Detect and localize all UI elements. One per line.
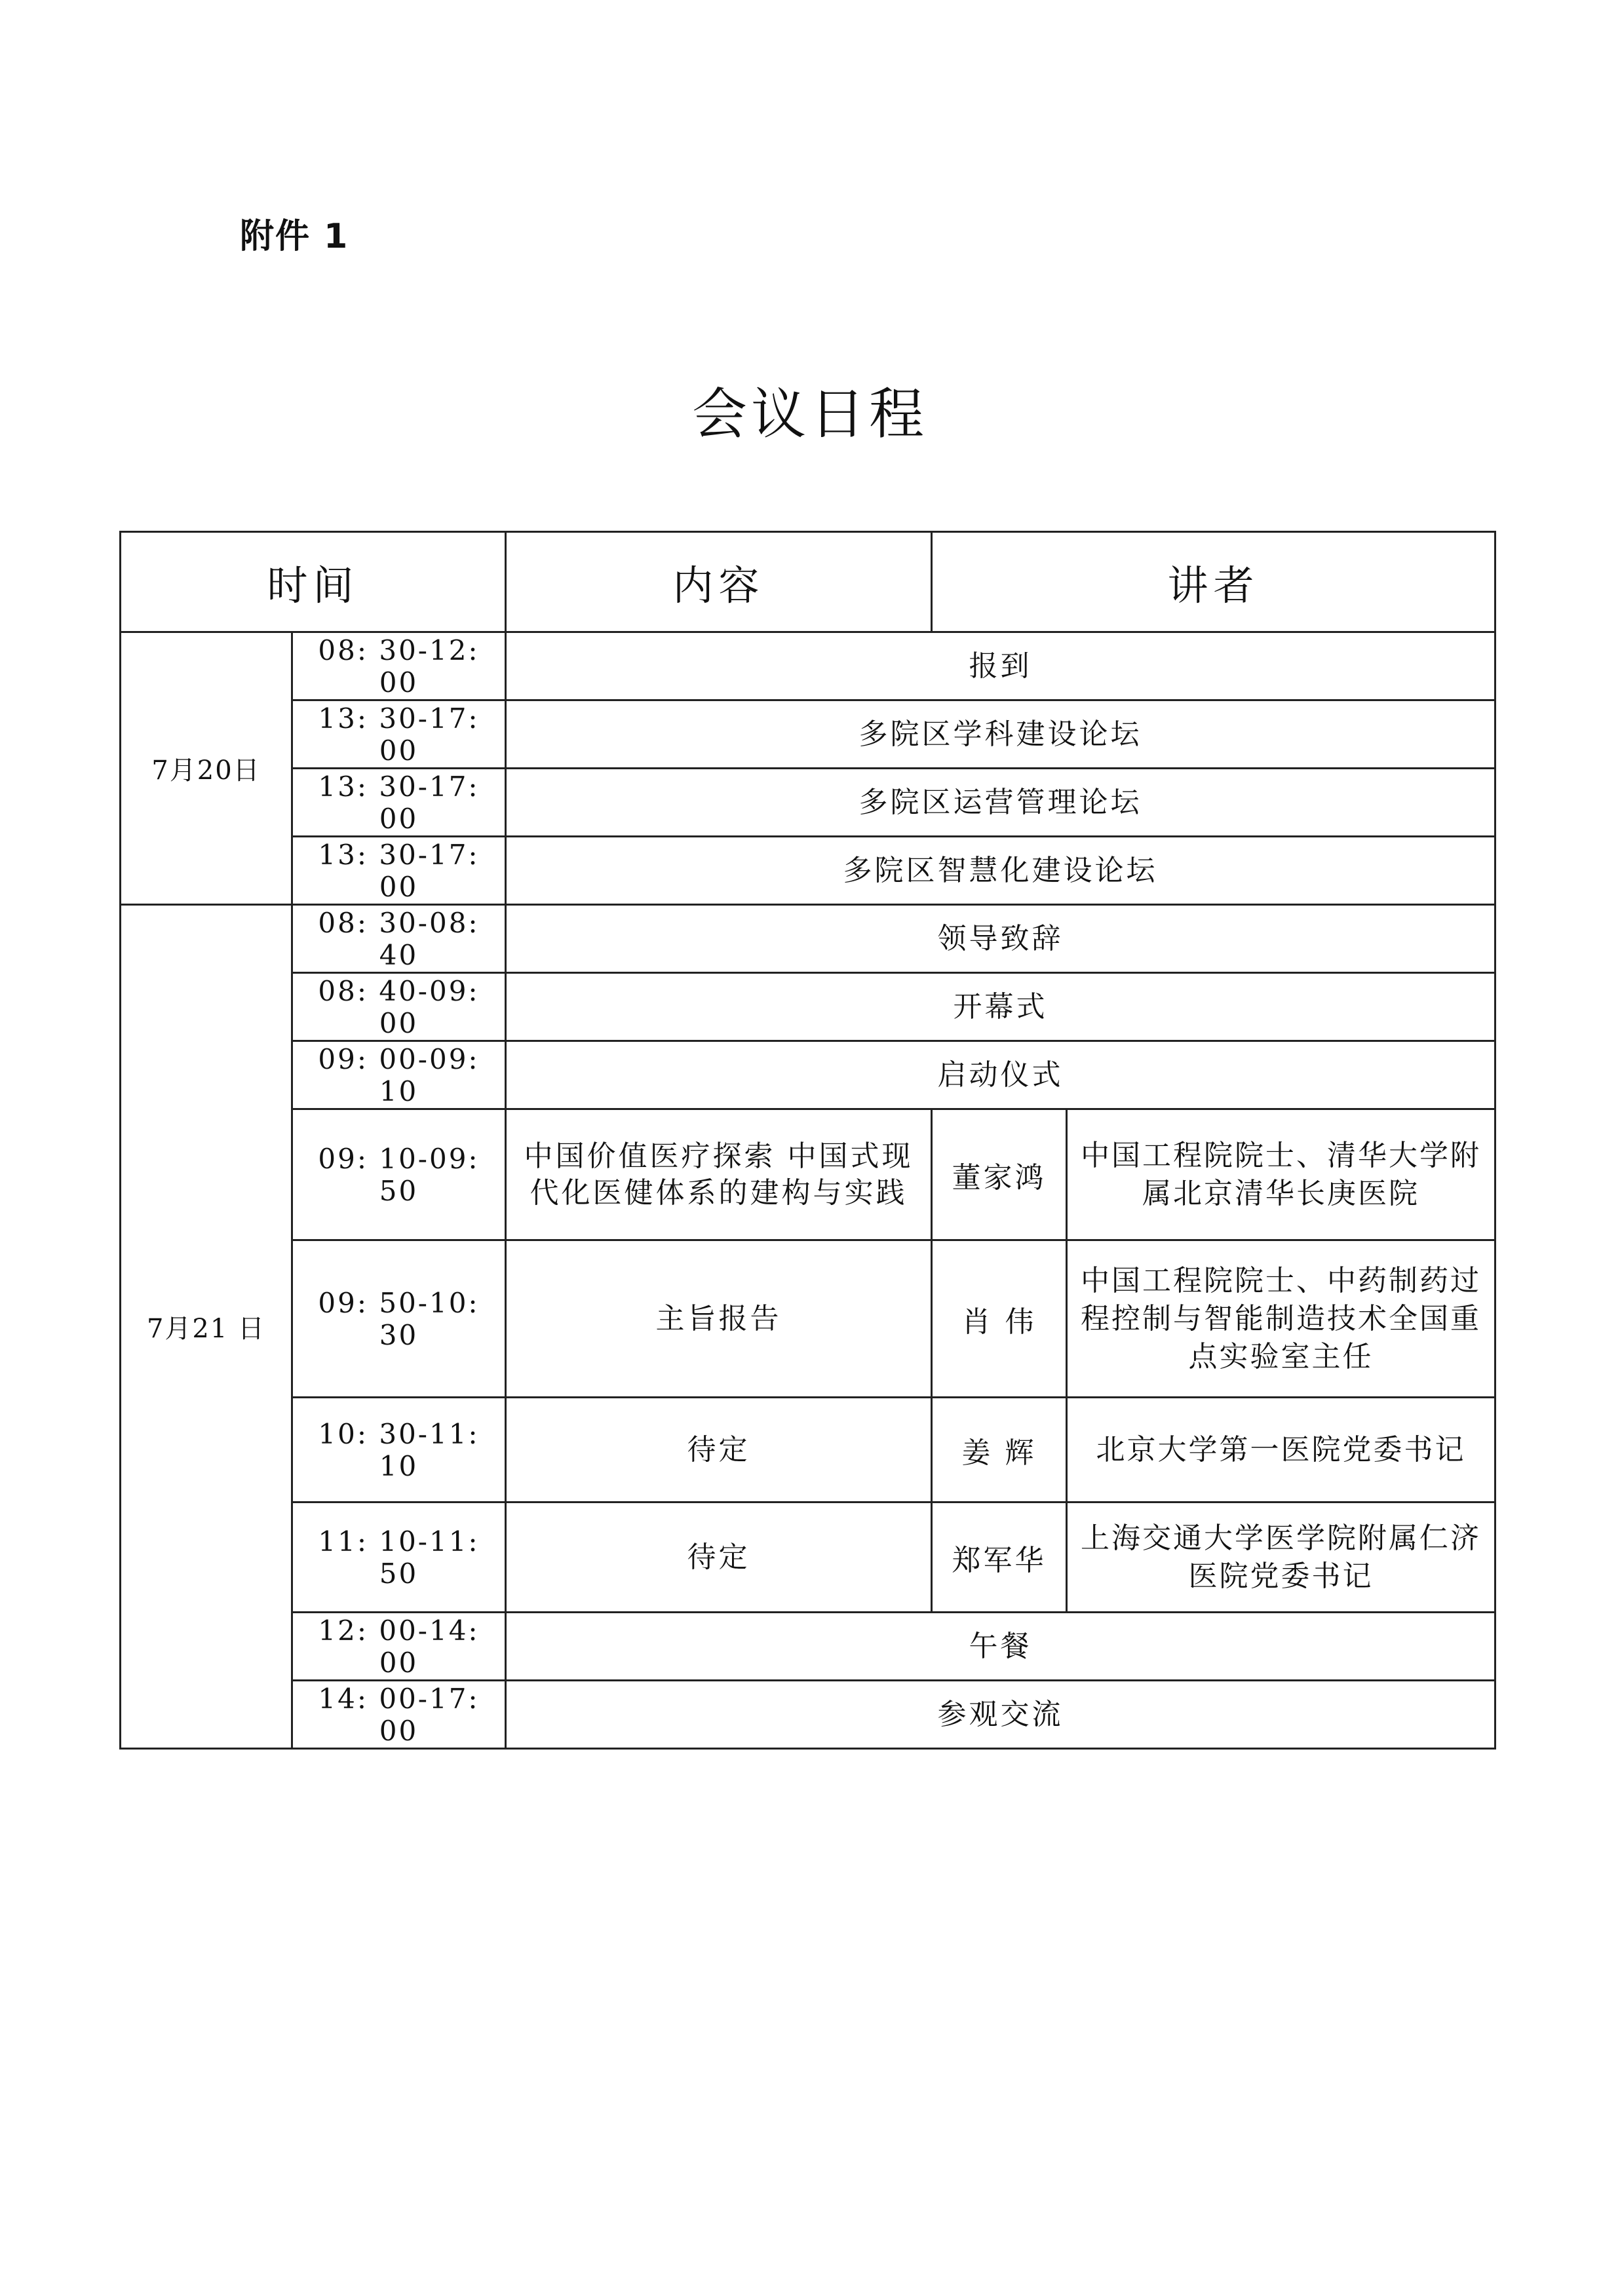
content-cell: 开幕式 <box>506 973 1495 1041</box>
table-row <box>121 769 1495 837</box>
affiliation-cell: 中国工程院院士、中药制药过程控制与智能制造技术全国重点实验室主任 <box>1067 1240 1495 1398</box>
content-cell: 报到 <box>506 632 1495 700</box>
header-speaker: 讲者 <box>932 532 1495 632</box>
table-row <box>121 1240 1495 1398</box>
header-time: 时间 <box>121 532 506 632</box>
speaker-cell: 郑军华 <box>932 1502 1067 1613</box>
table-row <box>121 973 1495 1041</box>
speaker-cell: 肖 伟 <box>932 1240 1067 1398</box>
content-cell: 启动仪式 <box>506 1041 1495 1109</box>
affiliation-cell: 中国工程院院士、清华大学附属北京清华长庚医院 <box>1067 1109 1495 1240</box>
schedule-table <box>119 531 1496 1750</box>
content-cell: 多院区运营管理论坛 <box>506 769 1495 837</box>
content-cell: 领导致辞 <box>506 905 1495 973</box>
time-cell: 08: 30-12: 00 <box>292 632 506 700</box>
time-cell: 08: 40-09: 00 <box>292 973 506 1041</box>
table-row <box>121 1681 1495 1749</box>
table-row <box>121 1502 1495 1613</box>
table-row <box>121 1398 1495 1502</box>
time-cell: 12: 00-14: 00 <box>292 1613 506 1681</box>
speaker-cell: 姜 辉 <box>932 1398 1067 1502</box>
time-cell: 11: 10-11: 50 <box>292 1502 506 1613</box>
page-title: 会议日程 <box>691 382 928 446</box>
affiliation-cell: 北京大学第一医院党委书记 <box>1067 1398 1495 1502</box>
header-content: 内容 <box>506 532 932 632</box>
affiliation-cell: 上海交通大学医学院附属仁济医院党委书记 <box>1067 1502 1495 1613</box>
time-cell: 14: 00-17: 00 <box>292 1681 506 1749</box>
time-cell: 13: 30-17: 00 <box>292 700 506 769</box>
table-row <box>121 1109 1495 1240</box>
content-cell: 多院区学科建设论坛 <box>506 700 1495 769</box>
table-row <box>121 837 1495 905</box>
content-cell: 参观交流 <box>506 1681 1495 1749</box>
time-cell: 09: 00-09: 10 <box>292 1041 506 1109</box>
table-row <box>121 905 1495 973</box>
content-cell: 中国价值医疗探索 中国式现代化医健体系的建构与实践 <box>506 1109 932 1240</box>
content-cell: 午餐 <box>506 1613 1495 1681</box>
time-cell: 13: 30-17: 00 <box>292 837 506 905</box>
time-cell: 13: 30-17: 00 <box>292 769 506 837</box>
speaker-cell: 董家鸿 <box>932 1109 1067 1240</box>
table-row <box>121 700 1495 769</box>
content-cell: 待定 <box>506 1398 932 1502</box>
attachment-label: 附件 1 <box>240 217 349 256</box>
table-row <box>121 1041 1495 1109</box>
header-row <box>121 532 1495 632</box>
date-cell: 7月20日 <box>121 632 292 905</box>
time-cell: 09: 10-09: 50 <box>292 1109 506 1240</box>
time-cell: 10: 30-11: 10 <box>292 1398 506 1502</box>
content-cell: 待定 <box>506 1502 932 1613</box>
table-row <box>121 1613 1495 1681</box>
time-cell: 09: 50-10: 30 <box>292 1240 506 1398</box>
content-cell: 主旨报告 <box>506 1240 932 1398</box>
content-cell: 多院区智慧化建设论坛 <box>506 837 1495 905</box>
date-cell: 7月21 日 <box>121 905 292 1749</box>
table-row <box>121 632 1495 700</box>
time-cell: 08: 30-08: 40 <box>292 905 506 973</box>
